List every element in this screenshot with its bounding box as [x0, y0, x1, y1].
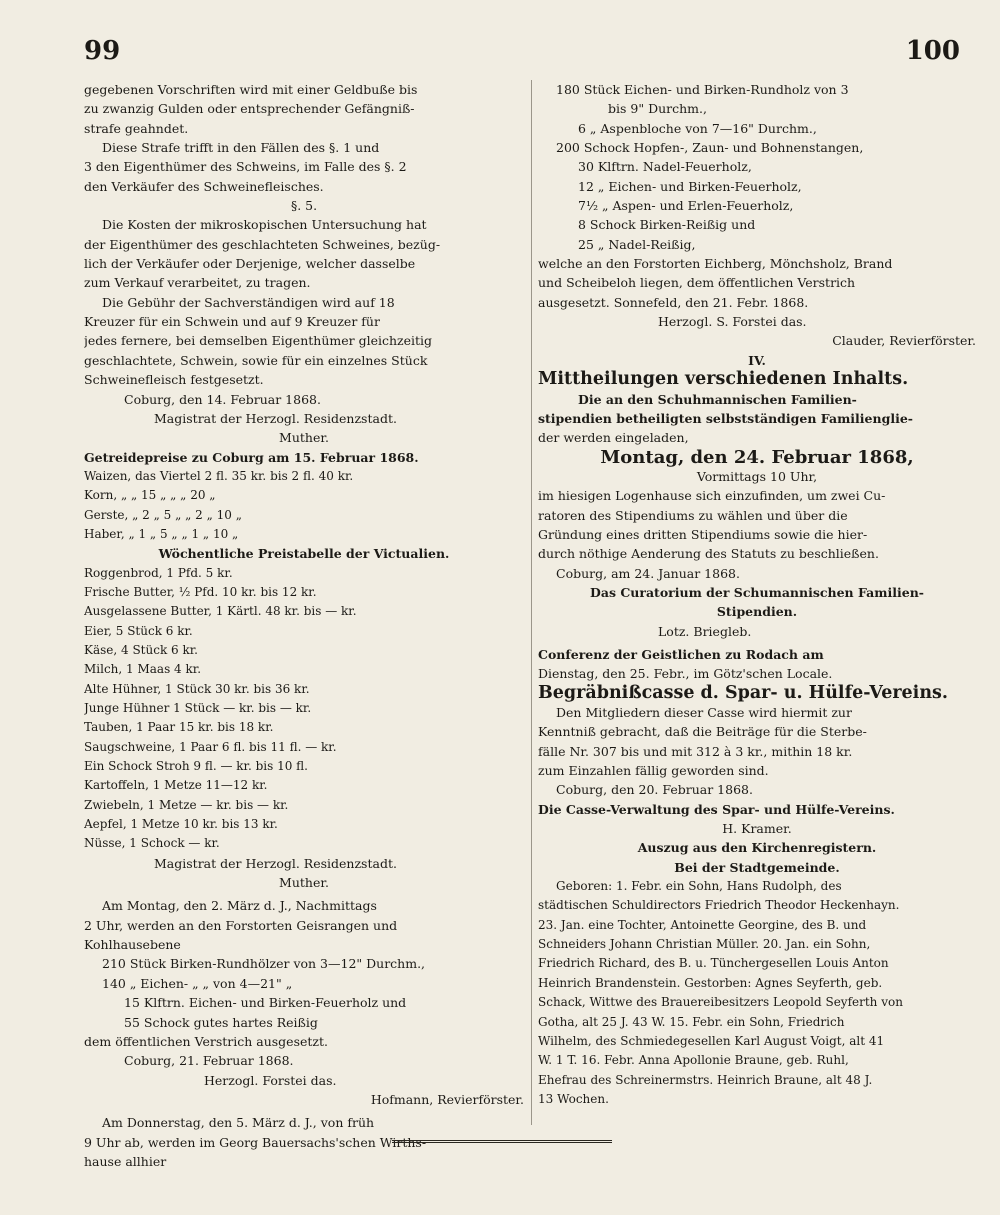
right-text-line: städtischen Schuldirectors Friedrich Theodor Heckenhayn.	[538, 898, 900, 913]
left-text-line: Waizen, das Viertel 2 fl. 35 kr. bis 2 fl. 40 kr.	[84, 468, 354, 483]
right-text-line: 30 Klftrn. Nadel-Feuerholz,	[578, 159, 752, 175]
left-text-line: Aepfel, 1 Metze 10 kr. bis 13 kr.	[84, 817, 278, 832]
right-text-line: Mittheilungen verschiedenen Inhalts.	[538, 370, 909, 390]
left-text-line: 15 Klftrn. Eichen- und Birken-Feuerholz und	[124, 995, 407, 1011]
right-text-line: und Scheibeloh liegen, dem öffentlichen Verstrich	[538, 275, 856, 291]
left-text-line: Roggenbrod, 1 Pfd. 5 kr.	[84, 565, 233, 580]
left-text-line: Milch, 1 Maas 4 kr.	[84, 662, 202, 677]
left-text-line: Käse, 4 Stück 6 kr.	[84, 642, 198, 657]
right-text-line: ratoren des Stipendiums zu wählen und über die	[538, 507, 848, 523]
right-text-line: fälle Nr. 307 bis und mit 312 à 3 kr., mithin 18 kr.	[538, 743, 853, 759]
right-text-line: zum Einzahlen fällig geworden sind.	[538, 763, 769, 779]
left-text-line: Tauben, 1 Paar 15 kr. bis 18 kr.	[84, 720, 274, 735]
right-text-line: Wilhelm, des Schmiedegesellen Karl August Voigt, alt 41	[538, 1033, 885, 1048]
right-text-line: Friedrich Richard, des B. u. Tünchergesellen Louis Anton	[538, 956, 889, 971]
right-text-line: Gründung eines dritten Stipendiums sowie die hier-	[538, 526, 868, 542]
left-text-line: Gerste, „ 2 „ 5 „ „ 2 „ 10 „	[84, 507, 242, 522]
right-text-line: Schneiders Johann Christian Müller. 20. Jan. ein Sohn,	[538, 937, 871, 952]
left-text-line: Hofmann, Revierförster.	[370, 1091, 524, 1107]
left-text-line: zu zwanzig Gulden oder entsprechender Gefängniß-	[84, 101, 415, 117]
right-text-line: Geboren: 1. Febr. ein Sohn, Hans Rudolph, des	[556, 879, 842, 894]
left-text-line: Herzogl. Forstei das.	[204, 1072, 337, 1088]
right-text-line: Dienstag, den 25. Febr., im Götz'schen Locale.	[538, 666, 833, 682]
left-text-line: Diese Strafe trifft in den Fällen des §. 1 und	[102, 140, 380, 156]
left-text-line: zum Verkauf verarbeitet, zu tragen.	[84, 275, 311, 291]
right-text-line: W. 1 T. 16. Febr. Anna Apollonie Braune, geb. Ruhl,	[538, 1053, 849, 1068]
left-text-line: Muther.	[279, 430, 329, 446]
left-text-line: jedes fernere, bei demselben Eigenthümer gleichzeitig	[84, 333, 433, 349]
right-column	[538, 80, 976, 1109]
right-text-line: Herzogl. S. Forstei das.	[658, 314, 807, 330]
left-column	[84, 80, 524, 1171]
right-text-line: Die an den Schuhmannischen Familien-	[578, 391, 857, 407]
right-text-line: durch nöthige Aenderung des Statuts zu beschließen.	[538, 546, 879, 562]
left-text-line: Alte Hühner, 1 Stück 30 kr. bis 36 kr.	[84, 681, 310, 696]
right-text-line: Das Curatorium der Schumannischen Familien-	[590, 584, 924, 600]
left-text-line: 140 „ Eichen- „ „ von 4—21" „	[102, 975, 293, 991]
right-text-line: Conferenz der Geistlichen zu Rodach am	[538, 646, 824, 662]
left-text-line: Muther.	[279, 875, 329, 891]
left-text-line: dem öffentlichen Verstrich ausgesetzt.	[84, 1033, 328, 1049]
right-text-line: Stipendien.	[716, 604, 798, 620]
left-text-line: gegebenen Vorschriften wird mit einer Geldbuße bis	[84, 82, 418, 97]
right-text-line: welche an den Forstorten Eichberg, Mönchsholz, Brand	[538, 256, 893, 272]
right-text-line: der werden eingeladen,	[538, 430, 689, 446]
right-text-line: 7½ „ Aspen- und Erlen-Feuerholz,	[578, 198, 794, 214]
left-text-line: Ein Schock Stroh 9 fl. — kr. bis 10 fl.	[84, 759, 308, 774]
left-text-line: Kohlhausebene	[84, 937, 181, 953]
left-text-line: strafe geahndet.	[84, 120, 189, 136]
left-text-line: hause allhier	[84, 1153, 167, 1169]
left-text-line: Coburg, 21. Februar 1868.	[124, 1053, 294, 1069]
right-text-line: stipendien betheiligten selbstständigen Familienglie-	[538, 410, 913, 426]
right-text-line: im hiesigen Logenhause sich einzufinden, um zwei Cu-	[538, 488, 886, 504]
right-text-line: Coburg, den 20. Februar 1868.	[556, 782, 753, 798]
right-text-line: 180 Stück Eichen- und Birken-Rundholz von 3	[556, 82, 849, 97]
right-text-line: H. Kramer.	[722, 821, 792, 837]
right-text-line: 8 Schock Birken-Reißig und	[578, 217, 756, 233]
left-text-line: Magistrat der Herzogl. Residenzstadt.	[154, 410, 397, 426]
left-text-line: Korn, „ „ 15 „ „ „ 20 „	[84, 488, 216, 503]
right-text-line: Clauder, Revierförster.	[832, 333, 976, 349]
right-text-line: Heinrich Brandenstein. Gestorben: Agnes Seyferth, geb.	[538, 975, 883, 990]
column-divider	[531, 80, 532, 1125]
right-text-line: Die Casse-Verwaltung des Spar- und Hülfe-Vereins.	[538, 801, 895, 817]
left-text-line: Eier, 5 Stück 6 kr.	[84, 623, 193, 638]
left-text-line: Haber, „ 1 „ 5 „ „ 1 „ 10 „	[84, 526, 239, 541]
right-text-line: IV.	[748, 352, 766, 368]
right-text-line: Coburg, am 24. Januar 1868.	[556, 565, 740, 581]
right-text-line: Auszug aus den Kirchenregistern.	[637, 840, 877, 856]
left-text-line: Junge Hühner 1 Stück — kr. bis — kr.	[84, 701, 312, 715]
right-text-line: Schack, Wittwe des Brauereibesitzers Leopold Seyferth von	[538, 995, 903, 1010]
left-text-line: Zwiebeln, 1 Metze — kr. bis — kr.	[84, 797, 289, 812]
left-text-line: Am Montag, den 2. März d. J., Nachmittags	[102, 898, 377, 914]
right-text-line: 6 „ Aspenbloche von 7—16" Durchm.,	[578, 120, 817, 136]
left-text-line: Getreidepreise zu Coburg am 15. Februar 1868.	[84, 449, 419, 465]
right-text-line: Bei der Stadtgemeinde.	[674, 859, 840, 875]
right-text-line: ausgesetzt. Sonnefeld, den 21. Febr. 1868.	[538, 294, 809, 310]
left-text-line: Kreuzer für ein Schwein und auf 9 Kreuzer für	[84, 314, 380, 330]
right-text-line: Gotha, alt 25 J. 43 W. 15. Febr. ein Sohn, Friedrich	[538, 1014, 845, 1029]
left-text-line: Am Donnerstag, den 5. März d. J., von früh	[102, 1115, 375, 1131]
left-text-line: geschlachtete, Schwein, sowie für ein einzelnes Stück	[84, 352, 428, 368]
left-text-line: 3 den Eigenthümer des Schweins, im Falle des §. 2	[84, 159, 407, 175]
right-text-line: Montag, den 24. Februar 1868,	[600, 447, 914, 467]
right-text-line: 25 „ Nadel-Reißig,	[578, 236, 696, 252]
right-text-line: 12 „ Eichen- und Birken-Feuerholz,	[578, 178, 802, 194]
right-text-line: 13 Wochen.	[538, 1091, 609, 1106]
left-text-line: Coburg, den 14. Februar 1868.	[124, 391, 321, 407]
page-number-right: 100	[905, 36, 960, 66]
left-text-line: Schweinefleisch festgesetzt.	[84, 372, 264, 388]
page-number-left: 99	[84, 36, 121, 66]
right-text-line: Ehefrau des Schreinermstrs. Heinrich Braune, alt 48 J.	[538, 1072, 873, 1087]
left-text-line: Wöchentliche Preistabelle der Victualien.	[158, 546, 450, 562]
left-text-line: 210 Stück Birken-Rundhölzer von 3—12" Durchm.,	[102, 956, 426, 972]
left-text-line: Ausgelassene Butter, 1 Kärtl. 48 kr. bis — kr.	[84, 604, 357, 619]
right-text-line: Begräbnißcasse d. Spar- u. Hülfe-Vereins.	[538, 683, 949, 703]
right-text-line: Vormittags 10 Uhr,	[696, 468, 818, 484]
left-text-line: den Verkäufer des Schweinefleisches.	[84, 178, 324, 194]
right-text-line: 23. Jan. eine Tochter, Antoinette Georgine, des B. und	[538, 917, 867, 932]
closing-rule	[392, 1140, 612, 1147]
left-text-line: Magistrat der Herzogl. Residenzstadt.	[154, 855, 397, 871]
left-text-line: Kartoffeln, 1 Metze 11—12 kr.	[84, 778, 268, 793]
left-text-line: 2 Uhr, werden an den Forstorten Geisrangen und	[84, 917, 398, 933]
right-text-line: Den Mitgliedern dieser Casse wird hiermit zur	[556, 705, 852, 720]
left-text-line: Die Gebühr der Sachverständigen wird auf 18	[102, 294, 395, 310]
right-text-line: bis 9" Durchm.,	[608, 101, 707, 117]
left-text-line: Die Kosten der mikroskopischen Untersuchung hat	[102, 217, 427, 233]
left-text-line: 9 Uhr ab, werden im Georg Bauersachs'schen Wirths-	[84, 1134, 427, 1150]
left-text-line: Saugschweine, 1 Paar 6 fl. bis 11 fl. — kr.	[84, 739, 337, 754]
right-text-line: 200 Schock Hopfen-, Zaun- und Bohnenstangen,	[556, 140, 864, 156]
right-text-line: Lotz. Briegleb.	[658, 623, 752, 639]
left-text-line: Frische Butter, ½ Pfd. 10 kr. bis 12 kr.	[84, 584, 317, 599]
left-text-line: §. 5.	[290, 198, 318, 214]
left-text-line: Nüsse, 1 Schock — kr.	[84, 836, 220, 851]
left-text-line: 55 Schock gutes hartes Reißig	[124, 1014, 318, 1030]
left-text-line: der Eigenthümer des geschlachteten Schweines, bezüg-	[84, 236, 441, 252]
right-text-line: Kenntniß gebracht, daß die Beiträge für die Sterbe-	[538, 724, 867, 740]
left-text-line: lich der Verkäufer oder Derjenige, welcher dasselbe	[84, 256, 416, 272]
